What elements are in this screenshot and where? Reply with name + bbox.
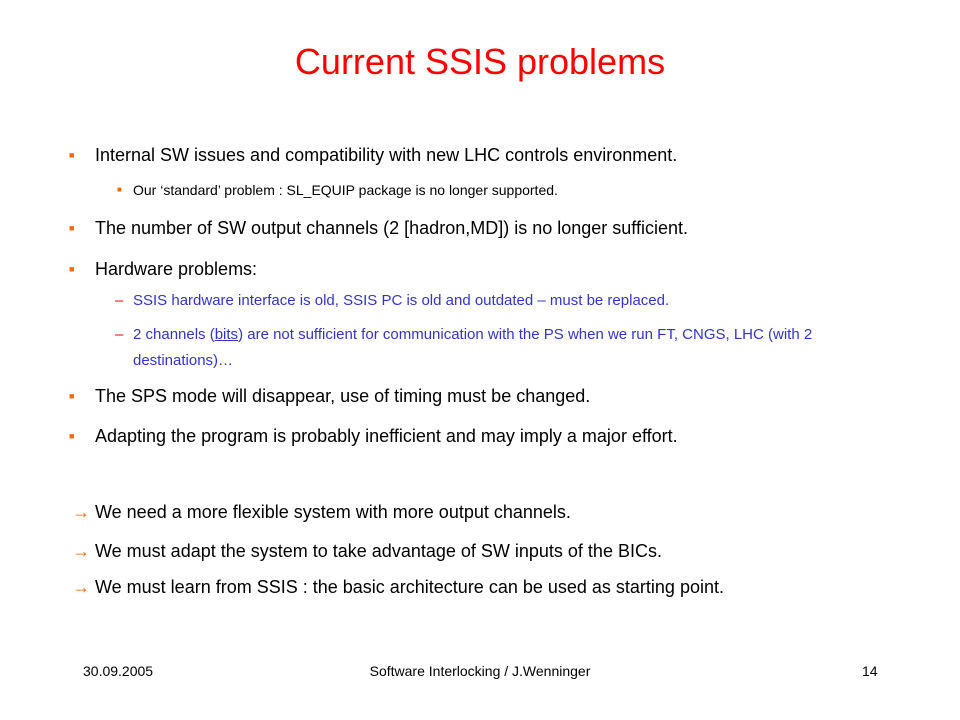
bullet-text: The number of SW output channels (2 [hadron,MD]) is no longer sufficient. — [95, 218, 688, 238]
dash-icon: – — [115, 292, 124, 309]
conclusion-text: We must learn from SSIS : the basic architecture can be used as starting point. — [95, 577, 724, 597]
bullet-text: The SPS mode will disappear, use of timing must be changed. — [95, 386, 591, 406]
dash-text — [133, 322, 893, 374]
footer-page-number: 14 — [862, 663, 878, 679]
right-arrow-icon: → — [72, 541, 90, 561]
footer-date: 30.09.2005 — [83, 663, 154, 679]
bullet-text: Hardware problems: — [95, 259, 258, 279]
right-arrow-icon: → — [72, 577, 90, 597]
bits-underlined: bits — [214, 326, 239, 343]
square-bullet-icon: ■ — [69, 264, 75, 274]
slide-title: Current SSIS problems — [294, 41, 666, 82]
square-bullet-icon: ■ — [69, 431, 75, 441]
square-bullet-icon: ■ — [69, 391, 75, 401]
square-bullet-icon: ■ — [117, 185, 122, 194]
square-bullet-icon: ■ — [69, 223, 75, 233]
dash-text-pre: 2 channels ( — [133, 326, 215, 343]
square-bullet-icon: ■ — [69, 150, 75, 160]
dash-text-post: ) are not sufficient for communication with the PS when we run FT, CNGS, LHC (with 2 destinations)… — [133, 326, 813, 369]
dash-icon: – — [115, 326, 124, 343]
footer-center: Software Interlocking / J.Wenninger — [369, 663, 591, 679]
conclusion-text: We must adapt the system to take advantage of SW inputs of the BICs. — [95, 541, 662, 561]
dash-text: SSIS hardware interface is old, SSIS PC is old and outdated – must be replaced. — [133, 292, 670, 309]
bullet-text: Internal SW issues and compatibility with new LHC controls environment. — [95, 145, 678, 165]
sub-bullet-text: Our ‘standard’ problem : SL_EQUIP package is no longer supported. — [133, 182, 558, 198]
conclusion-text: We need a more flexible system with more output channels. — [95, 502, 571, 522]
bullet-text: Adapting the program is probably inefficient and may imply a major effort. — [95, 426, 678, 446]
right-arrow-icon: → — [72, 502, 90, 522]
